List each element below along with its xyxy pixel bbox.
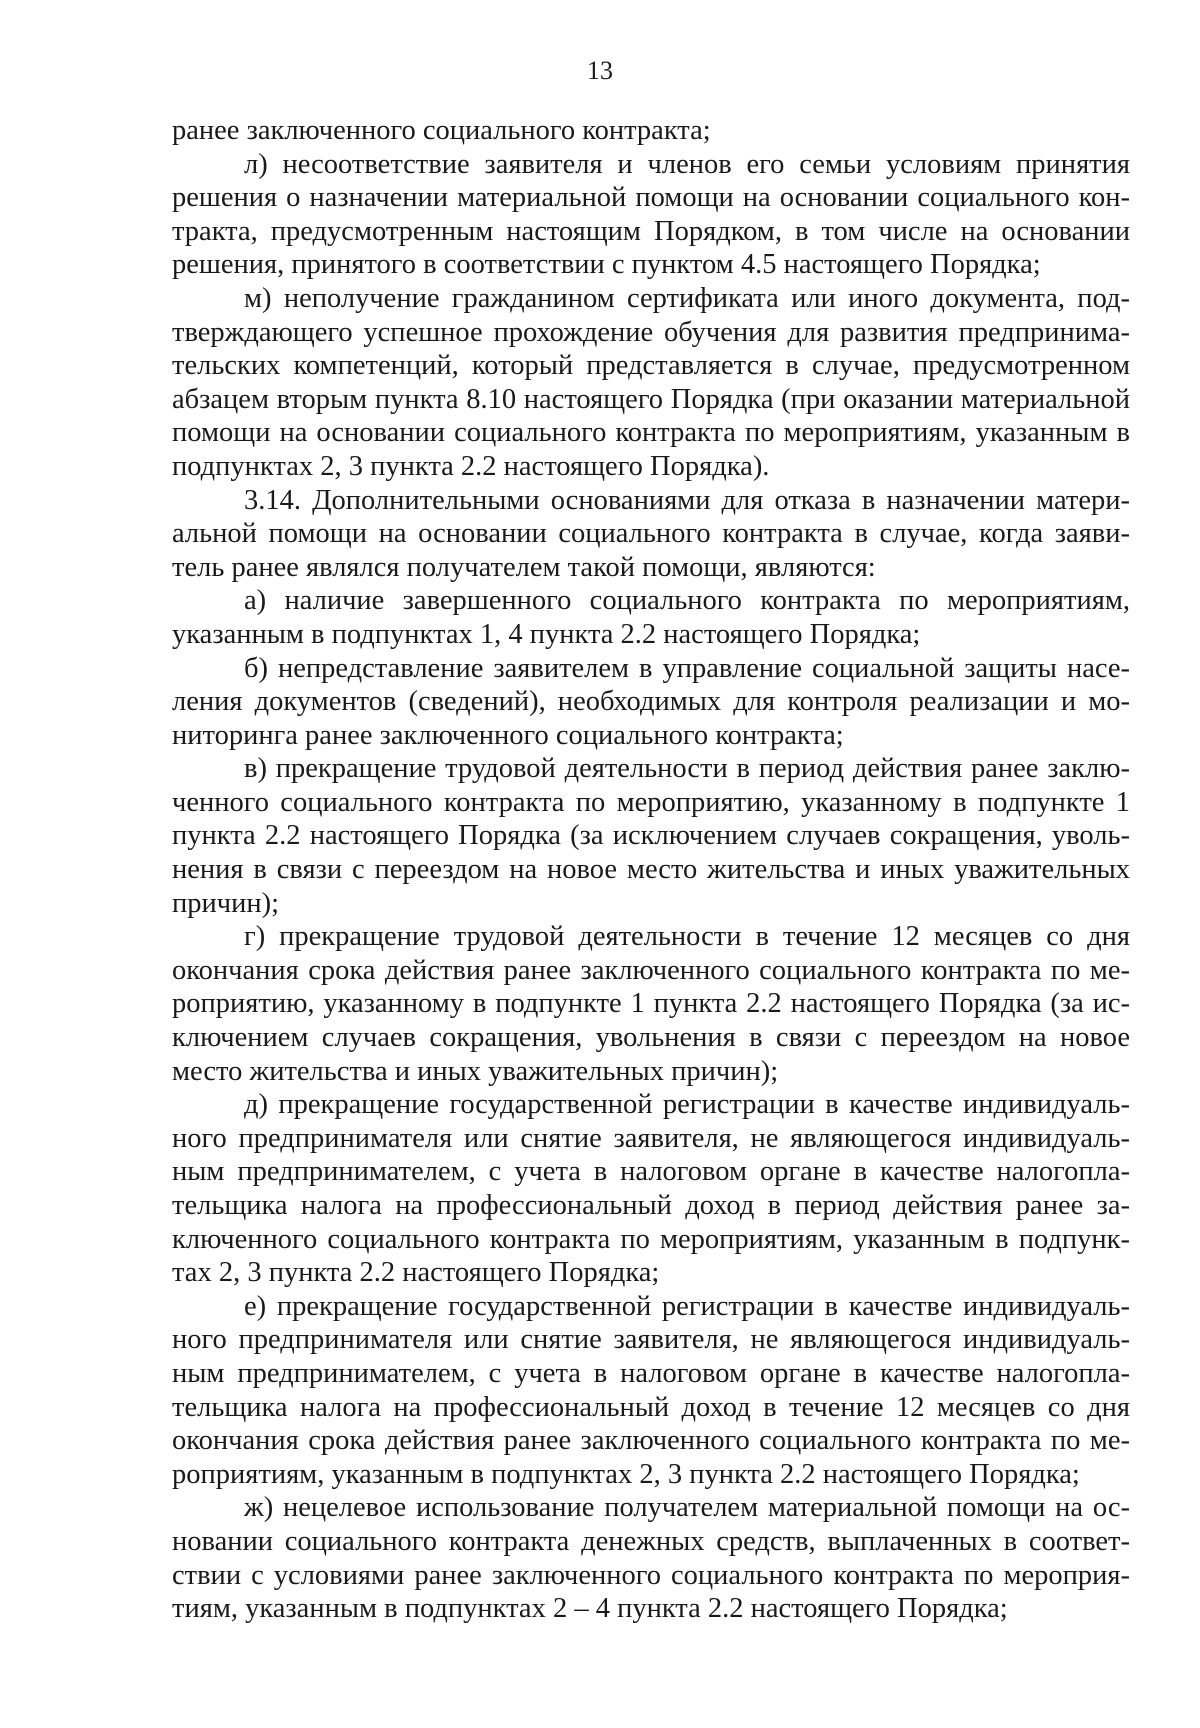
paragraph-item-zh: ж) нецелевое использование получателем материальной помощи на основании социального контракта денежных средств, выплаченных в соответствии с условиями ранее заключенного социального контракта по мероприятиям, указанным в подпунктах 2 – 4 пункта 2.2 настоящего Порядка;	[172, 1492, 1130, 1625]
paragraph-item-b: б) непредставление заявителем в управление социальной защиты населения документов (сведений), необходимых для контроля реализации и мониторинга ранее заключенного социального контракта;	[172, 652, 1130, 751]
paragraph-item-m: м) неполучение гражданином сертификата или иного документа, подтверждающего успешное прохождение обучения для развития предпринимательских компетенций, который представляется в случае, предусмотренном абзацем вторым пункта 8.10 настоящего Порядка (при оказании материальной помощи на основании социального контракта по мероприятиям, указанным в подпунктах 2, 3 пункта 2.2 настоящего Порядка).	[172, 282, 1130, 482]
document-body	[172, 114, 1130, 1626]
paragraph-item-e: е) прекращение государственной регистрации в качестве индивидуального предпринимателя или снятие заявителя, не являющегося индивидуальным предпринимателем, с учета в налоговом органе в качестве налогоплательщика налога на профессиональный доход в течение 12 месяцев со дня окончания срока действия ранее заключенного социального контракта по мероприятиям, указанным в подпунктах 2, 3 пункта 2.2 настоящего Порядка;	[172, 1290, 1130, 1490]
paragraph-item-a: а) наличие завершенного социального контракта по мероприятиям, указанным в подпунктах 1, 4 пункта 2.2 настоящего Порядка;	[172, 585, 1130, 650]
paragraph-item-v: в) прекращение трудовой деятельности в период действия ранее заключенного социального контракта по мероприятию, указанному в подпункте 1 пункта 2.2 настоящего Порядка (за исключением случаев сокращения, увольнения в связи с переездом на новое место жительства и иных уважительных причин);	[172, 753, 1130, 919]
paragraph-item-d: д) прекращение государственной регистрации в качестве индивидуального предпринимателя или снятие заявителя, не являющегося индивидуальным предпринимателем, с учета в налоговом органе в качестве налогоплательщика налога на профессиональный доход в период действия ранее заключенного социального контракта по мероприятиям, указанным в подпунктах 2, 3 пункта 2.2 настоящего Порядка;	[172, 1089, 1130, 1289]
paragraph-item-l: л) несоответствие заявителя и членов его семьи условиям принятия решения о назначении материальной помощи на основании социального контракта, предусмотренным настоящим Порядком, в том числе на основании решения, принятого в соответствии с пунктом 4.5 настоящего Порядка;	[172, 148, 1130, 281]
page-number: 13	[587, 56, 613, 85]
paragraph-continuation: ранее заключенного социального контракта;	[172, 115, 711, 146]
paragraph-item-g: г) прекращение трудовой деятельности в течение 12 месяцев со дня окончания срока действия ранее заключенного социального контракта по мероприятию, указанному в подпункте 1 пункта 2.2 настоящего Порядка (за исключением случаев сокращения, увольнения в связи с переездом на новое место жительства и иных уважительных причин);	[172, 921, 1130, 1087]
paragraph-clause-3-14: 3.14. Дополнительными основаниями для отказа в назначении материальной помощи на основании социального контракта в случае, когда заявитель ранее являлся получателем такой помощи, являются:	[172, 484, 1130, 583]
